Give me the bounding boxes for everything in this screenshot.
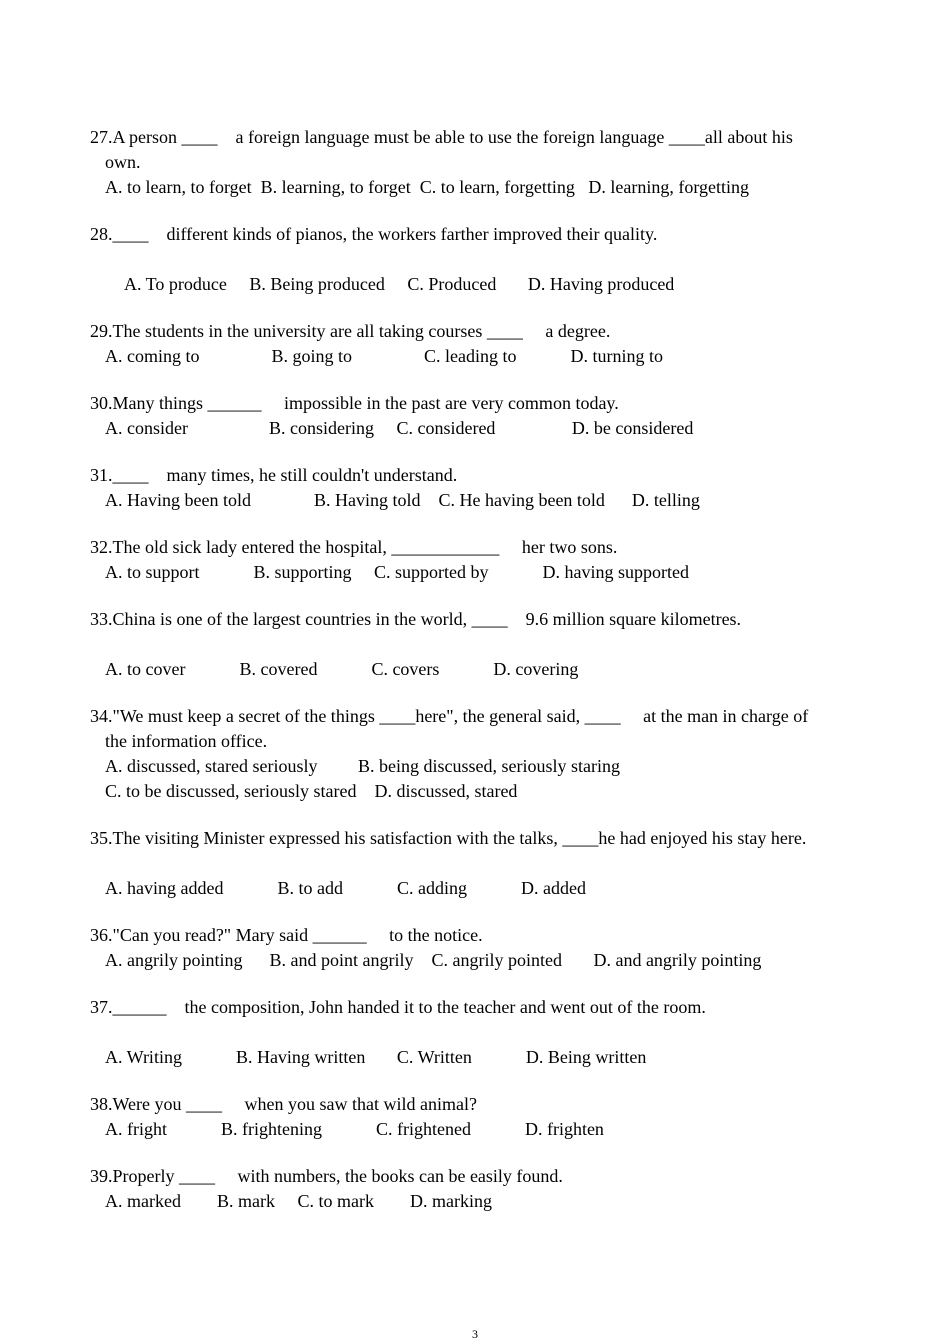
question-34-options-cont: C. to be discussed, seriously stared D. discussed, stared [105,781,518,801]
question-33-options: A. to cover B. covered C. covers D. covering [105,659,579,679]
question-37-stem: 37.______ the composition, John handed it to the teacher and went out of the room. [90,997,706,1017]
question-29-options: A. coming to B. going to C. leading to D. turning to [105,346,663,366]
question-38-stem: 38.Were you ____ when you saw that wild animal? [90,1094,477,1114]
page-number: 3 [472,1327,478,1341]
question-35-options: A. having added B. to add C. adding D. added [105,878,586,898]
question-34-stem-cont: the information office. [105,731,268,751]
question-38-options: A. fright B. frightening C. frightened D. frighten [105,1119,604,1139]
question-39-options: A. marked B. mark C. to mark D. marking [105,1191,492,1211]
question-31-stem: 31.____ many times, he still couldn't understand. [90,465,458,485]
question-34-options: A. discussed, stared seriously B. being discussed, seriously staring [105,756,620,776]
question-39-stem: 39.Properly ____ with numbers, the books can be easily found. [90,1166,563,1186]
question-27-stem: 27.A person ____ a foreign language must be able to use the foreign language ____all about his [90,127,793,147]
question-30-stem: 30.Many things ______ impossible in the past are very common today. [90,393,619,413]
question-27-stem-cont: own. [105,152,141,172]
question-30-options: A. consider B. considering C. considered D. be considered [105,418,694,438]
question-31-options: A. Having been told B. Having told C. He having been told D. telling [105,490,700,510]
question-32-options: A. to support B. supporting C. supported by D. having supported [105,562,689,582]
question-29-stem: 29.The students in the university are all taking courses ____ a degree. [90,321,611,341]
question-35-stem: 35.The visiting Minister expressed his satisfaction with the talks, ____he had enjoyed his stay here. [90,828,807,848]
question-34-stem: 34."We must keep a secret of the things ____here", the general said, ____ at the man in charge of [90,706,809,726]
question-28-options: A. To produce B. Being produced C. Produced D. Having produced [124,274,675,294]
question-37-options: A. Writing B. Having written C. Written D. Being written [105,1047,647,1067]
question-28-stem: 28.____ different kinds of pianos, the workers farther improved their quality. [90,224,658,244]
question-32-stem: 32.The old sick lady entered the hospital, ____________ her two sons. [90,537,618,557]
question-27-options: A. to learn, to forget B. learning, to forget C. to learn, forgetting D. learning, forgetting [105,177,750,197]
question-36-options: A. angrily pointing B. and point angrily C. angrily pointed D. and angrily pointing [105,950,762,970]
question-33-stem: 33.China is one of the largest countries in the world, ____ 9.6 million square kilometres. [90,609,742,629]
question-36-stem: 36."Can you read?" Mary said ______ to the notice. [90,925,483,945]
